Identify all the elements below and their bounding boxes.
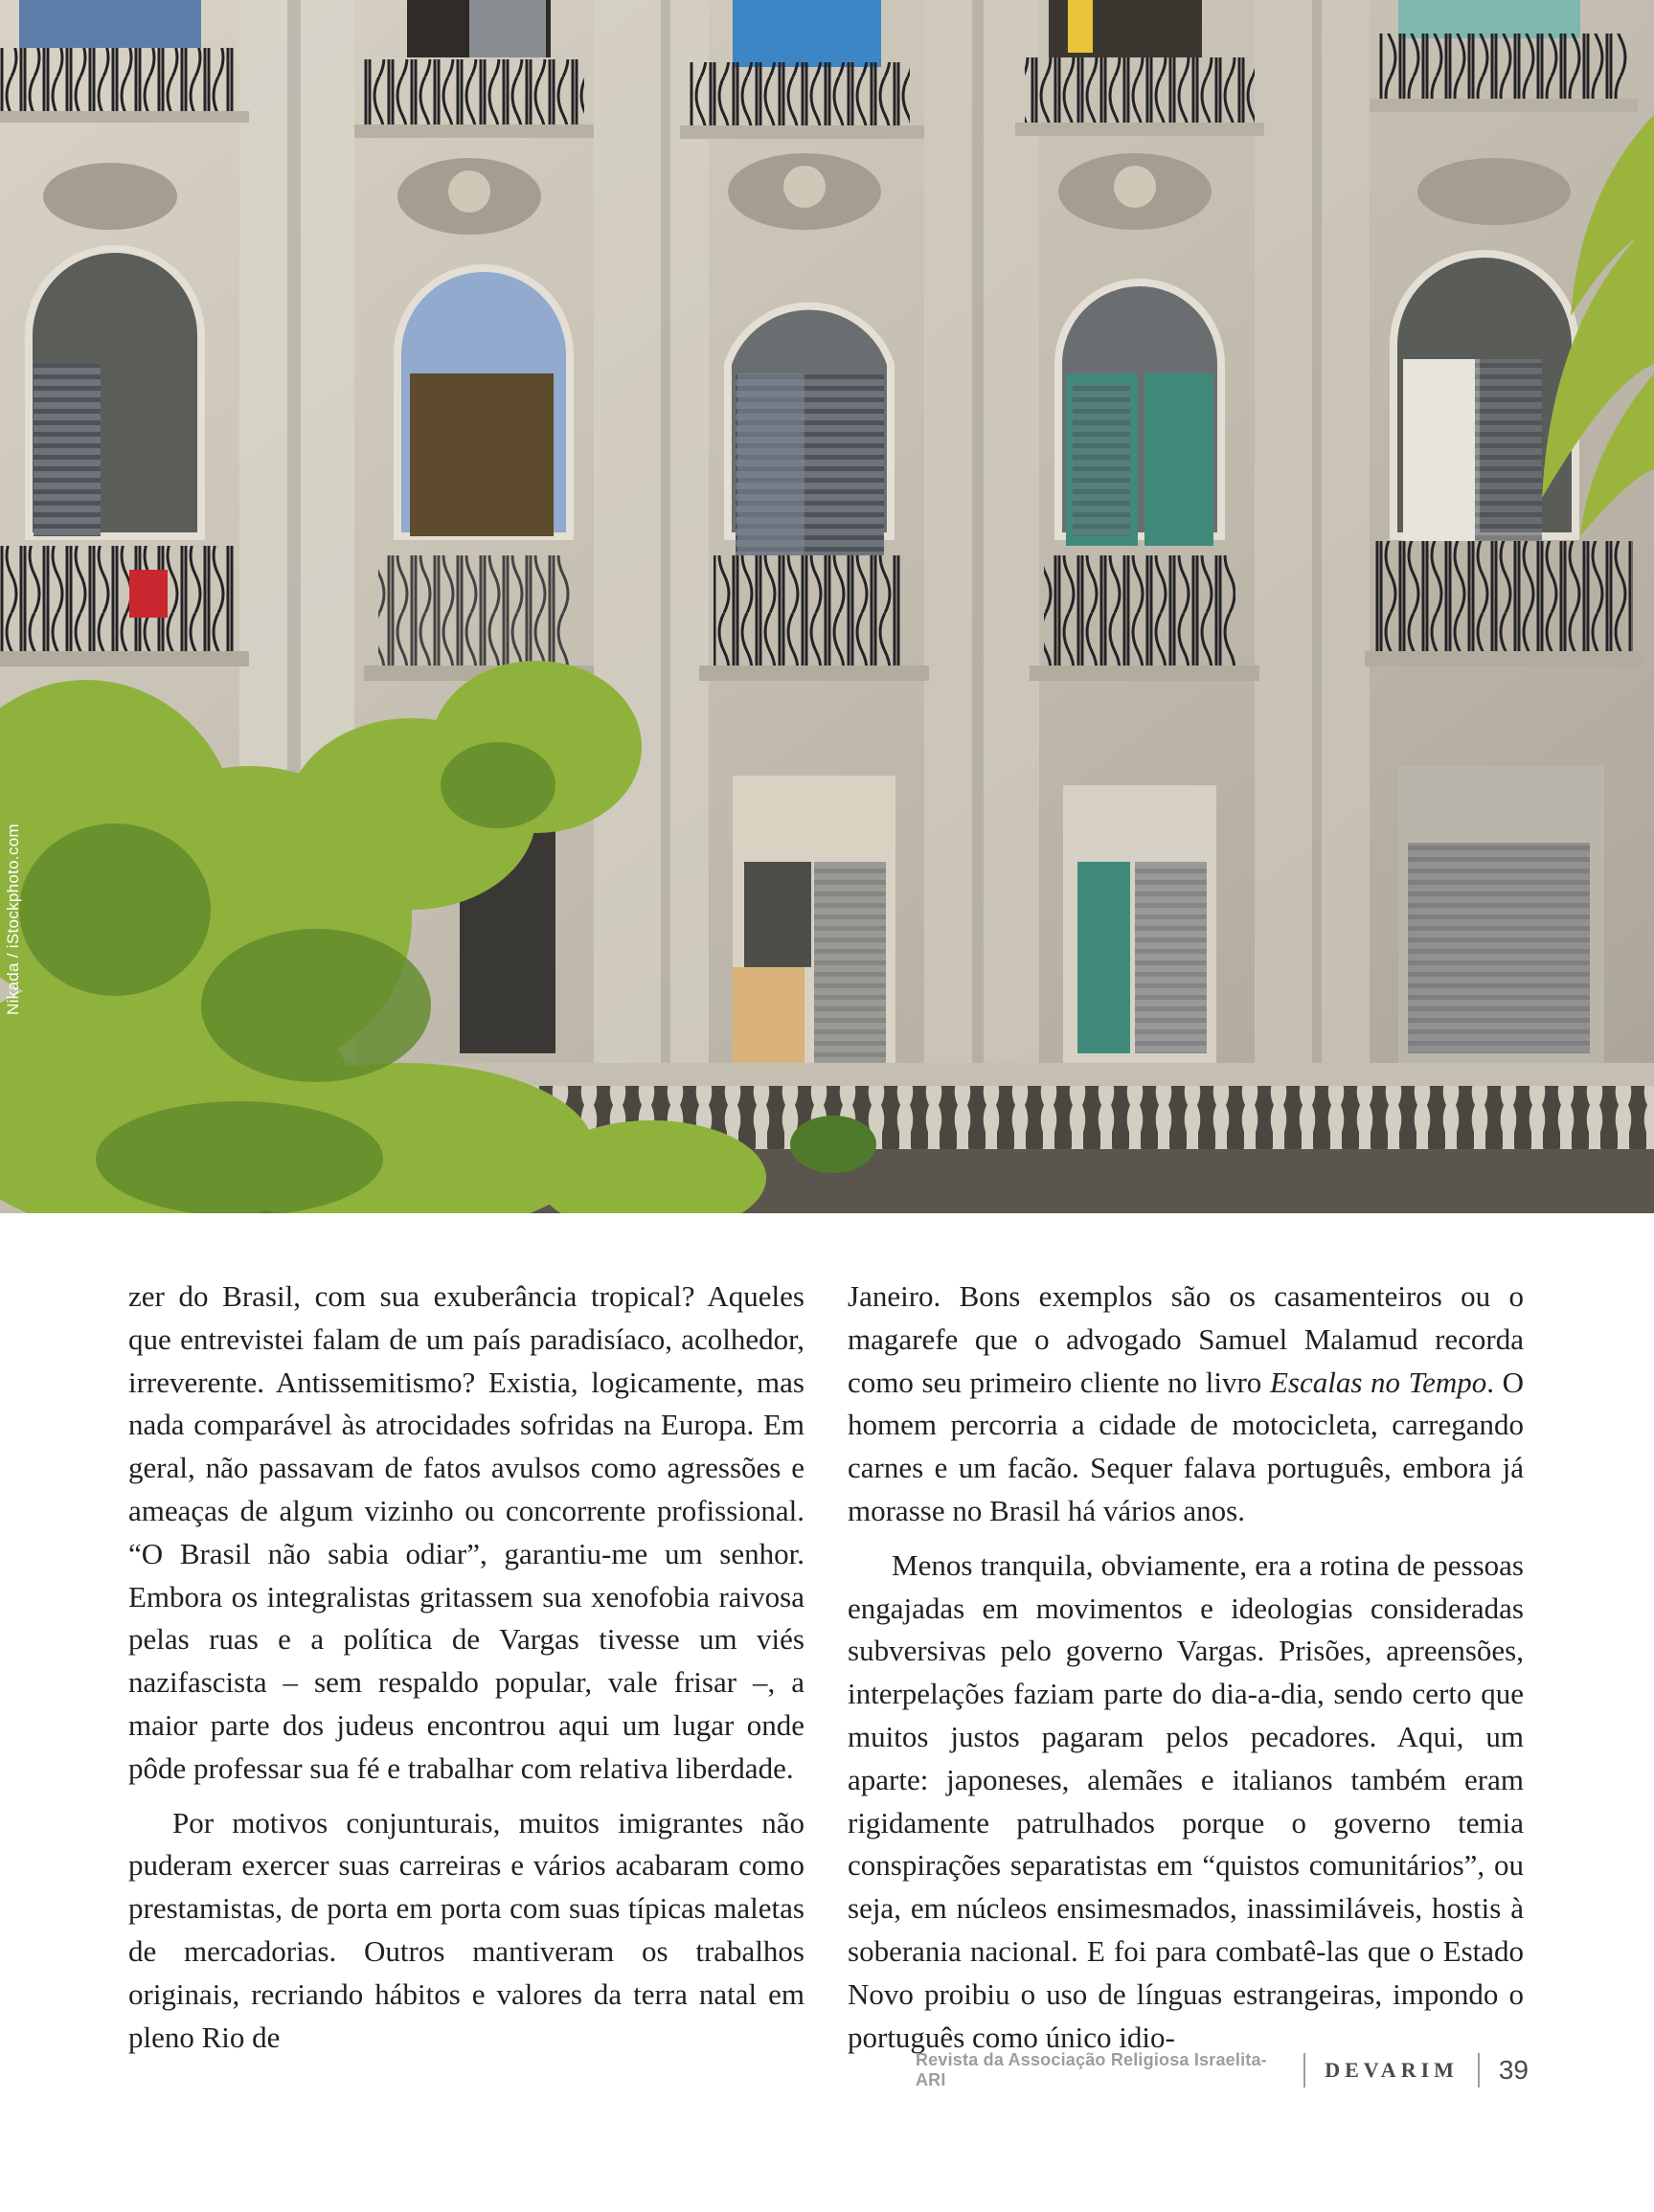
footer-divider <box>1303 2053 1305 2088</box>
article-paragraph: Por motivos conjunturais, muitos imigrantes não puderam exercer suas carreiras e vários acabaram como prestamistas, de porta em porta com suas típicas maletas de mercadorias. Outros mantiveram os trabalhos originais, recriando hábitos e valores da terra natal em pleno Rio de <box>128 1805 804 2054</box>
photo-credit: Nikada / iStockphoto.com <box>4 824 22 1015</box>
article-column-right <box>848 1275 1524 2059</box>
text-run: . O homem percorria a cidade de motocicleta, carregando carnes e um facão. Sequer falava português, embora já morasse no Brasil há vários anos. <box>848 1365 1524 1527</box>
page-footer <box>916 2049 1529 2091</box>
footer-divider <box>1478 2053 1480 2088</box>
article-column-left <box>128 1275 804 2059</box>
article-paragraph: Menos tranquila, obviamente, era a rotina de pessoas engajadas em movimentos e ideologias consideradas subversivas pelo governo Vargas. Prisões, apreensões, interpelações faziam parte do dia-a-dia, sendo certo que muitos justos pagaram pelos pecadores. Aqui, um aparte: japoneses, alemães e italianos também eram rigidamente patrulhados porque o governo temia conspirações separatistas em “quistos comunitários”, ou seja, em núcleos ensimesmados, inassimiláveis, hostis à soberania nacional. E foi para combatê-las que o Estado Novo proibiu o uso de línguas estrangeiras, impondo o português como único idio- <box>848 1547 1524 2054</box>
page-number: 39 <box>1498 2055 1529 2085</box>
text-run: Janeiro. Bons exemplos são os casamenteiros ou o magarefe que o advogado Samuel Malamud recorda como seu primeiro cliente no livro <box>848 1279 1524 1399</box>
article-paragraph <box>848 1275 1524 1533</box>
brand-name: DEVARIM <box>1325 2058 1459 2082</box>
article-paragraph: zer do Brasil, com sua exuberância tropical? Aqueles que entrevistei falam de um país paradisíaco, acolhedor, irreverente. Antissemitismo? Existia, logicamente, mas nada comparável às atrocidades sofridas na Europa. Em geral, não passavam de fatos avulsos como agressões e ameaças de algum vizinho ou concorrente profissional. “O Brasil não sabia odiar”, garantiu-me um senhor. Embora os integralistas gritassem sua xenofobia raivosa pelas ruas e a política de Vargas tivesse um viés nazifascista – sem respaldo popular, vale frisar –, a maior parte dos judeus encontrou aqui um lugar onde pôde professar sua fé e trabalhar com relativa liberdade. <box>128 1279 804 1785</box>
book-title: Escalas no Tempo <box>1269 1365 1487 1399</box>
magazine-name: Revista da Associação Religiosa Israelita-ARI <box>915 2050 1267 2089</box>
